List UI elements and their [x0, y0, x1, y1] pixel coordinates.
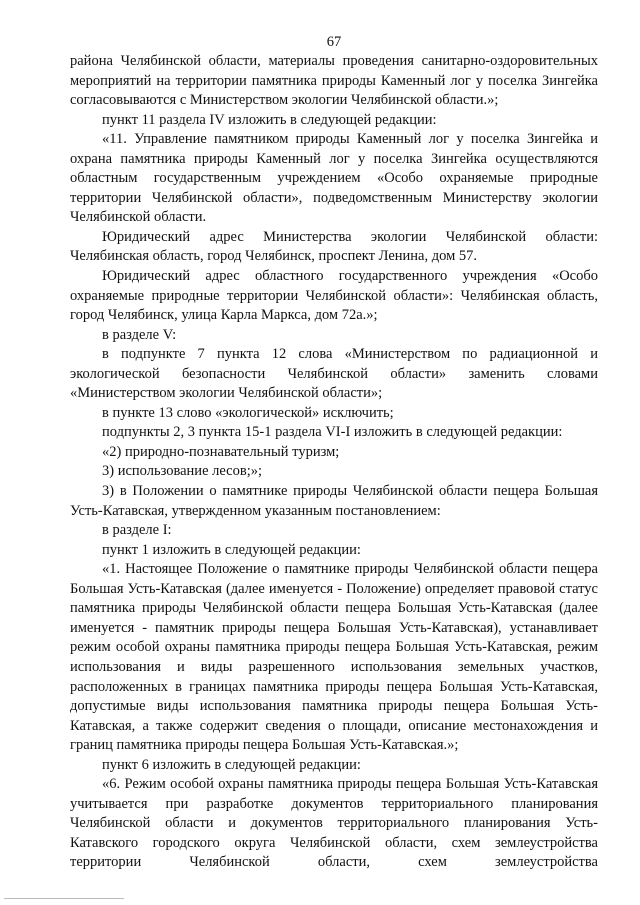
paragraph: в разделе V: [102, 326, 177, 343]
document-body [70, 52, 598, 873]
paragraph: «6. Режим особой охраны памятника природы пещера Большая Усть-Катавская учитывается при разработке документов территориального планирования Челябинской области и документов территориального планирования Усть-Катавского городского округа Челябинской области, схем землеустройства территории Челябинской области, схем землеустройства [70, 776, 598, 871]
paragraph: пункт 1 изложить в следующей редакции: [102, 541, 361, 558]
paragraph: пункт 11 раздела IV изложить в следующей редакции: [102, 111, 437, 128]
paragraph: пункт 6 изложить в следующей редакции: [102, 756, 361, 773]
paragraph: «2) природно-познавательный туризм; [102, 443, 340, 460]
footer-rule [4, 898, 124, 899]
page-number: 67 [326, 34, 342, 50]
paragraph: «11. Управление памятником природы Каменный лог у поселка Зингейка и охрана памятника природы Каменный лог у поселка Зингейка осуществляются областным государственным учреждением «Особо охраняемые природные территории Челябинской области», подведомственным Министерству экологии Челябинской области. [70, 131, 598, 226]
paragraph: в пункте 13 слово «экологической» исключить; [102, 404, 394, 421]
paragraph: подпункты 2, 3 пункта 15-1 раздела VI-I изложить в следующей редакции: [102, 424, 563, 441]
paragraph: 3) в Положении о памятнике природы Челябинской области пещера Большая Усть-Катавская, утвержденном указанным постановлением: [70, 483, 598, 519]
paragraph: 3) использование лесов;»; [102, 463, 263, 480]
paragraph: Юридический адрес Министерства экологии Челябинской области: Челябинская область, город Челябинск, проспект Ленина, дом 57. [70, 228, 598, 265]
paragraph: Юридический адрес областного государственного учреждения «Особо охраняемые природные территории Челябинской области»: Челябинская область, город Челябинск, улица Карла Маркса, дом 72а.»; [70, 268, 598, 324]
paragraph: в подпункте 7 пункта 12 слова «Министерством по радиационной и экологической безопасности Челябинской области» заменить словами «Министерством экологии Челябинской области»; [70, 346, 598, 402]
paragraph: «1. Настоящее Положение о памятнике природы Челябинской области пещера Большая Усть-Катавская (далее именуется - Положение) определяет правовой статус памятника природы Челябинской области пещера Большая Усть-Катавская (далее именуется - памятник природы пещера Большая Усть-Катавская), устанавливает режим особой охраны памятника природы пещера Большая Усть-Катавская, режим использования и виды разрешенного использования земельных участков, расположенных в границах памятника природы пещера Большая Усть-Катавская, допустимые виды использования памятника природы пещера Большая Усть-Катавская, а также содержит сведения о площади, описание местонахождения и границ памятника природы пещера Большая Усть-Катавская.»; [70, 561, 598, 754]
paragraph: района Челябинской области, материалы проведения санитарно-оздоровительных мероприятий на территории памятника природы Каменный лог у поселка Зингейка согласовываются с Министерством экологии Челябинской области.»; [70, 53, 598, 109]
paragraph: в разделе I: [102, 522, 172, 539]
